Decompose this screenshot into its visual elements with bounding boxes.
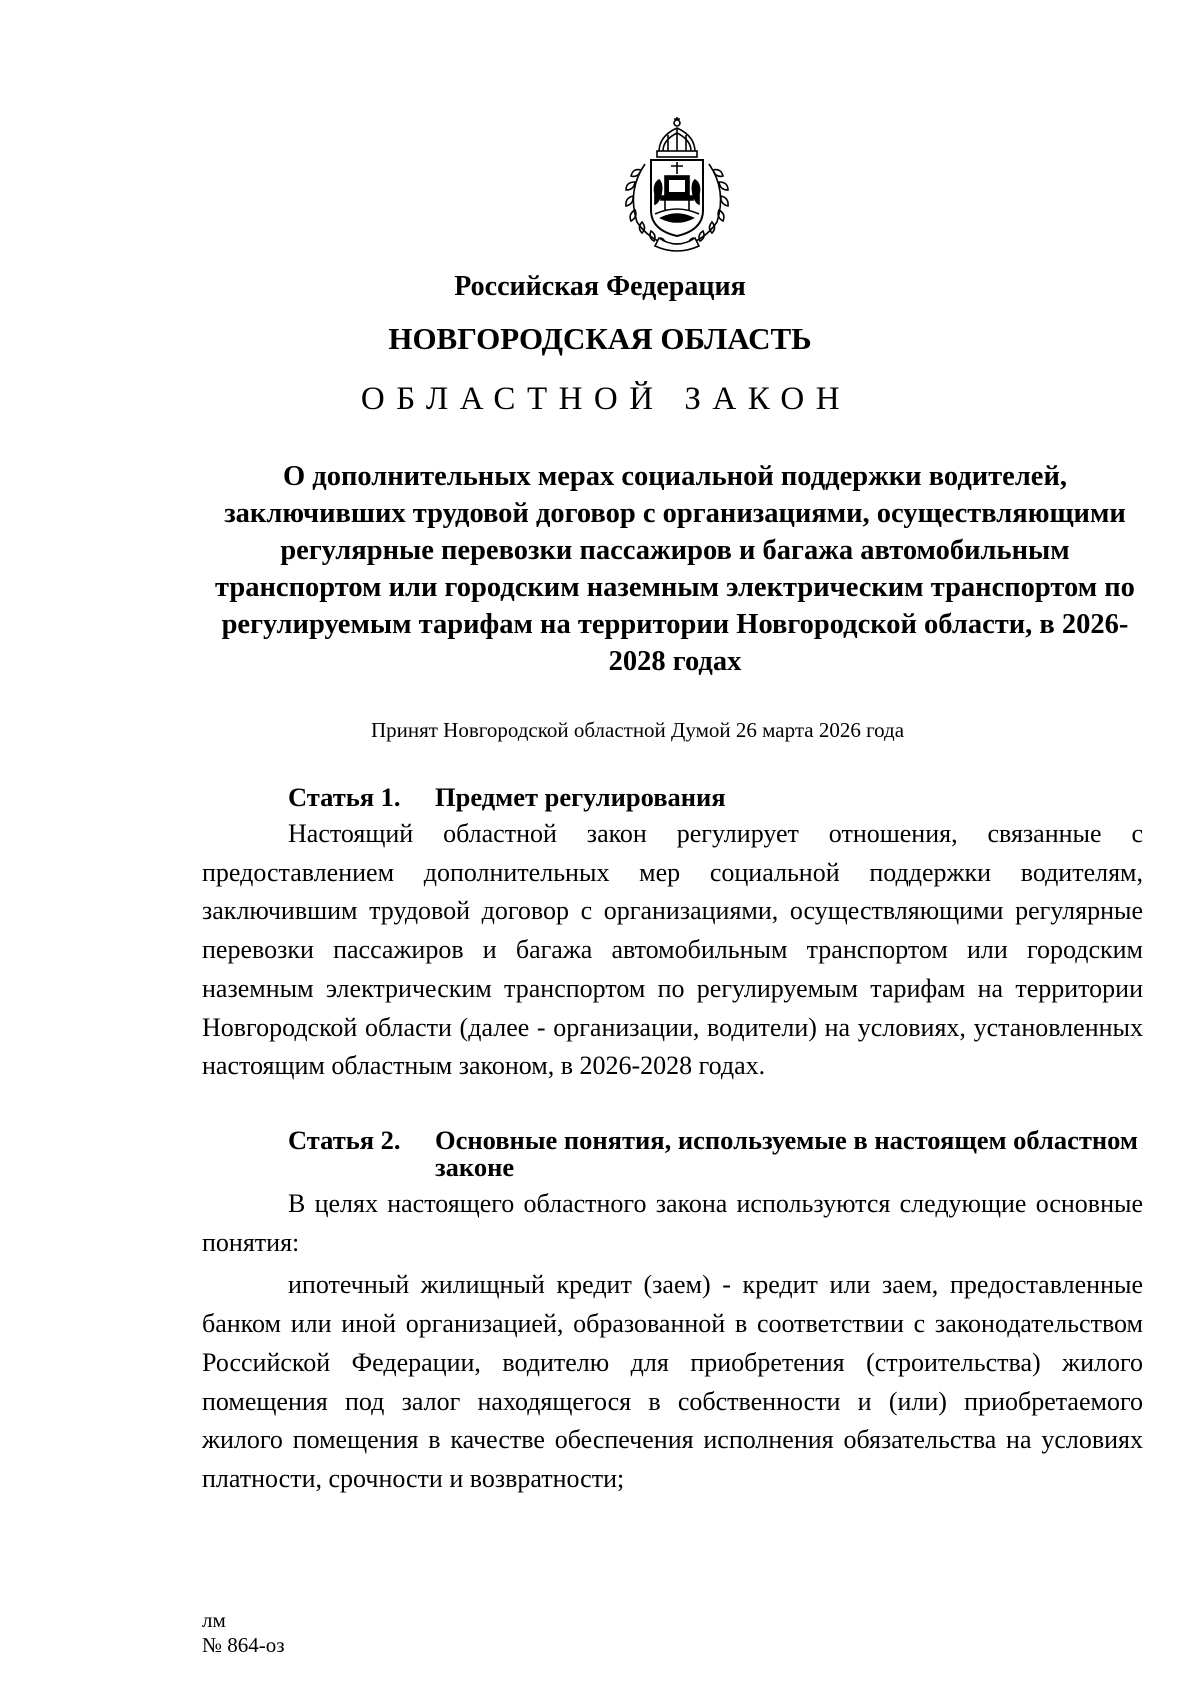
- article-number: Статья 2.: [288, 1125, 401, 1155]
- law-number: № 864-оз: [202, 1633, 285, 1657]
- article-heading: [202, 1127, 1143, 1181]
- article-heading: [202, 782, 1143, 812]
- coat-of-arms-icon: [615, 114, 739, 258]
- article-paragraph: ипотечный жилищный кредит (заем) - кредит или заем, предоставленные банком или иной организацией, образованной в соответствии с законодательством Российской Федерации, водителю для приобретения (строительства) жилого помещения под залог находящегося в собственности и (или) приобретаемого жилого помещения в качестве обеспечения исполнения обязательства на условиях платности, срочности и возвратности;: [202, 1270, 1143, 1493]
- document-kind-heading: ОБЛАСТНОЙ ЗАКОН: [360, 381, 852, 417]
- article-number: Статья 1.: [288, 782, 401, 812]
- region-heading: НОВГОРОДСКАЯ ОБЛАСТЬ: [388, 321, 812, 356]
- article-name: Основные понятия, используемые в настоящем областном законе: [435, 1125, 1138, 1182]
- article-name: Предмет регулирования: [435, 782, 726, 812]
- document-footer: [202, 1608, 285, 1658]
- article-2: [202, 1127, 1143, 1499]
- article-paragraph: Настоящий областной закон регулирует отношения, связанные с предоставлением дополнительных мер социальной поддержки водителям, заключившим трудовой договор с организациями, осуществляющими регулярные перевозки пассажиров и багажа автомобильным транспортом или городским наземным электрическим транспортом по регулируемым тарифам на территории Новгородской области (далее - организации, водители) на условиях, установленных настоящим областным законом, в 2026-2028 годах.: [202, 819, 1143, 1081]
- article-paragraph: В целях настоящего областного закона используются следующие основные понятия:: [202, 1189, 1143, 1257]
- law-title: О дополнительных мерах социальной поддержки водителей, заключивших трудовой договор с организациями, осуществляющими регулярные перевозки пассажиров и багажа автомобильным транспортом или городским наземным электрическим транспортом по регулируемым тарифам на территории Новгородской области, в 2026-2028 годах: [215, 461, 1135, 677]
- article-1: [202, 782, 1143, 1086]
- country-heading: Российская Федерация: [454, 271, 746, 302]
- footer-initials: лм: [202, 1608, 226, 1632]
- adoption-note: Принят Новгородской областной Думой 26 марта 2026 года: [370, 718, 905, 742]
